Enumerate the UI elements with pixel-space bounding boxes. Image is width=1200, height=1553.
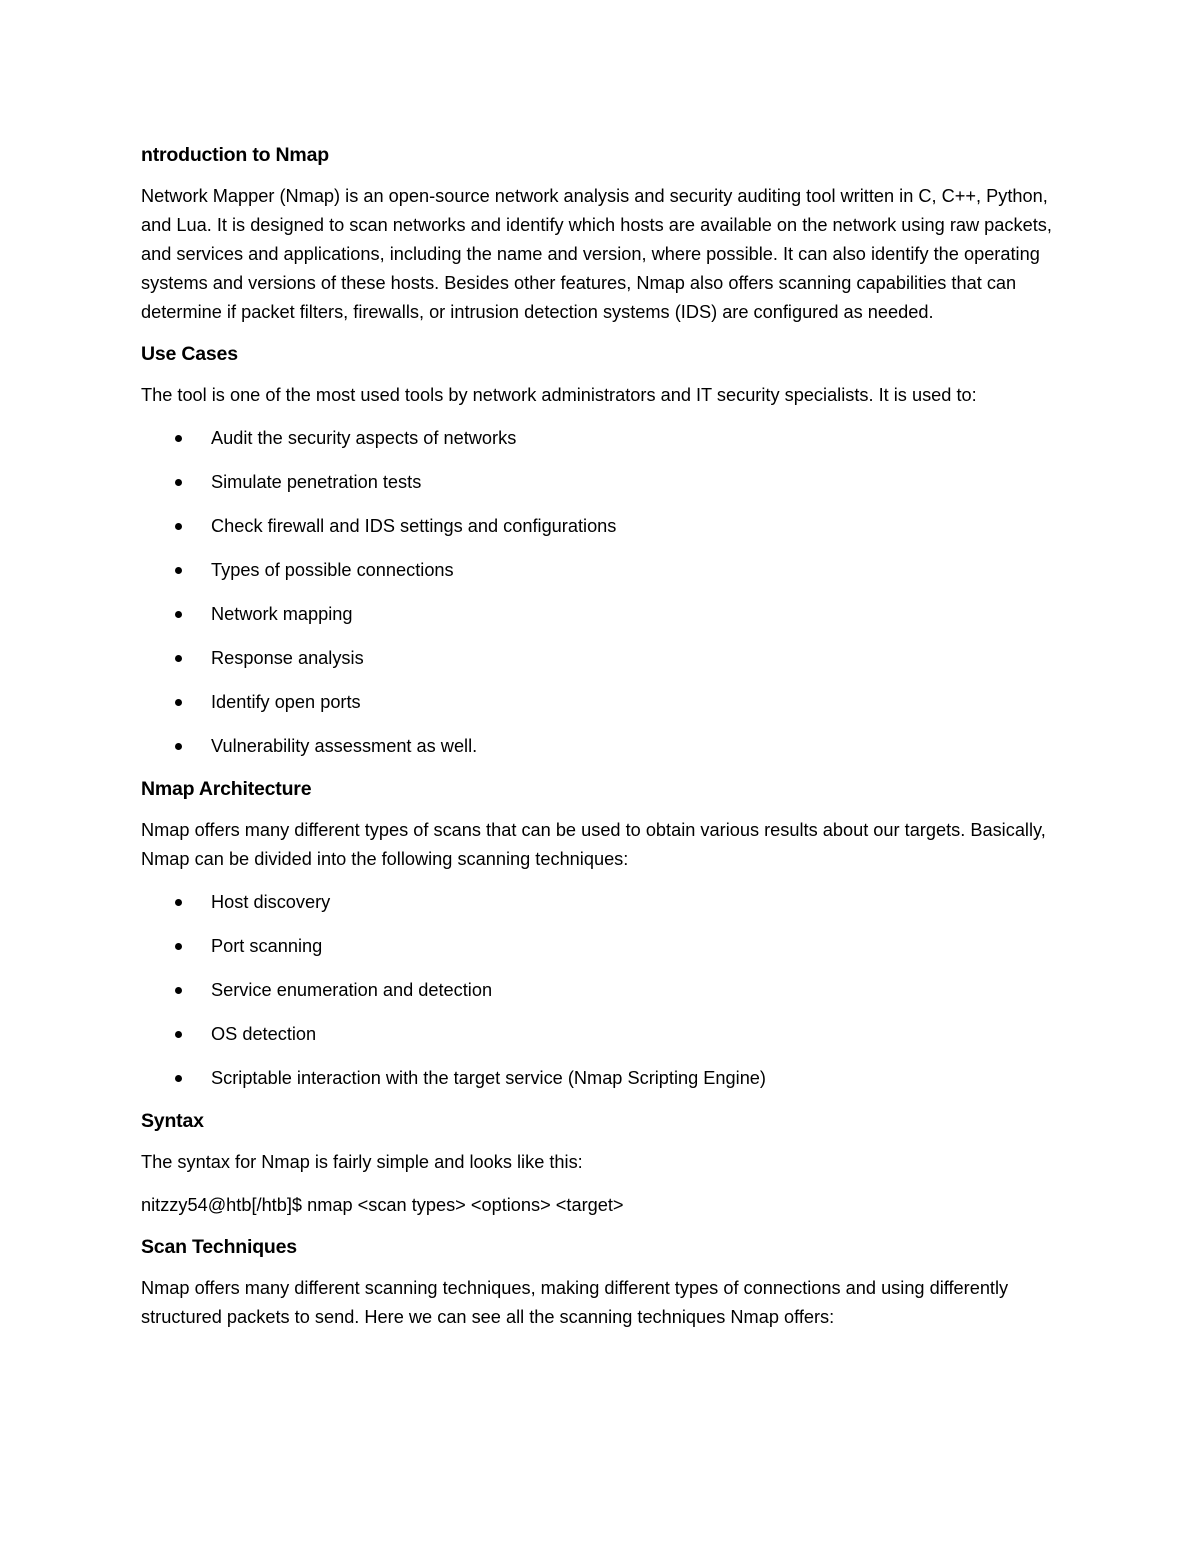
list-item-text: Simulate penetration tests xyxy=(211,472,422,492)
bullet-icon xyxy=(175,523,182,530)
list-item-text: Port scanning xyxy=(211,936,323,956)
bullet-icon xyxy=(175,743,182,750)
architecture-paragraph: Nmap offers many different types of scans that can be used to obtain various results about our targets. Basically, Nmap can be divided into the following scanning techniques: xyxy=(141,820,1046,869)
architecture-heading: Nmap Architecture xyxy=(141,778,312,800)
architecture-list xyxy=(141,888,1059,1093)
intro-paragraph: Network Mapper (Nmap) is an open-source network analysis and security auditing tool written in C, C++, Python, and Lua. It is designed to scan networks and identify which hosts are available on the network using raw packets, and services and applications, including the name and version, where possible. It can also identify the operating systems and versions of these hosts. Besides other features, Nmap also offers scanning capabilities that can determine if packet filters, firewalls, or intrusion detection systems (IDS) are configured as needed. xyxy=(141,186,1052,322)
scan-techniques-heading: Scan Techniques xyxy=(141,1236,297,1258)
bullet-icon xyxy=(175,1075,182,1082)
list-item xyxy=(141,468,1059,497)
document-content xyxy=(141,142,1059,1346)
syntax-paragraph: The syntax for Nmap is fairly simple and looks like this: xyxy=(141,1152,583,1172)
syntax-heading: Syntax xyxy=(141,1110,204,1132)
list-item xyxy=(141,556,1059,585)
syntax-command: nitzzy54@htb[/htb]$ nmap <scan types> <options> <target> xyxy=(141,1195,624,1215)
use-cases-heading: Use Cases xyxy=(141,343,238,365)
bullet-icon xyxy=(175,899,182,906)
bullet-icon xyxy=(175,655,182,662)
list-item-text: Identify open ports xyxy=(211,692,361,712)
list-item xyxy=(141,1064,1059,1093)
list-item xyxy=(141,1020,1059,1049)
list-item xyxy=(141,688,1059,717)
bullet-icon xyxy=(175,699,182,706)
list-item-text: Network mapping xyxy=(211,604,353,624)
list-item xyxy=(141,600,1059,629)
list-item xyxy=(141,932,1059,961)
list-item-text: Host discovery xyxy=(211,892,331,912)
list-item xyxy=(141,888,1059,917)
list-item-text: Check firewall and IDS settings and configurations xyxy=(211,516,617,536)
bullet-icon xyxy=(175,479,182,486)
intro-heading: ntroduction to Nmap xyxy=(141,144,329,166)
list-item-text: Vulnerability assessment as well. xyxy=(211,736,478,756)
list-item xyxy=(141,976,1059,1005)
bullet-icon xyxy=(175,435,182,442)
list-item-text: Audit the security aspects of networks xyxy=(211,428,517,448)
use-cases-paragraph: The tool is one of the most used tools by network administrators and IT security specialists. It is used to: xyxy=(141,385,977,405)
list-item xyxy=(141,512,1059,541)
bullet-icon xyxy=(175,1031,182,1038)
scan-techniques-paragraph: Nmap offers many different scanning techniques, making different types of connections and using differently structured packets to send. Here we can see all the scanning techniques Nmap offers: xyxy=(141,1278,1009,1327)
list-item-text: Scriptable interaction with the target service (Nmap Scripting Engine) xyxy=(211,1068,766,1088)
bullet-icon xyxy=(175,943,182,950)
use-cases-list xyxy=(141,424,1059,761)
bullet-icon xyxy=(175,567,182,574)
list-item-text: Service enumeration and detection xyxy=(211,980,493,1000)
bullet-icon xyxy=(175,611,182,618)
list-item xyxy=(141,732,1059,761)
list-item-text: Response analysis xyxy=(211,648,364,668)
list-item-text: Types of possible connections xyxy=(211,560,454,580)
bullet-icon xyxy=(175,987,182,994)
list-item xyxy=(141,644,1059,673)
list-item-text: OS detection xyxy=(211,1024,317,1044)
list-item xyxy=(141,424,1059,453)
